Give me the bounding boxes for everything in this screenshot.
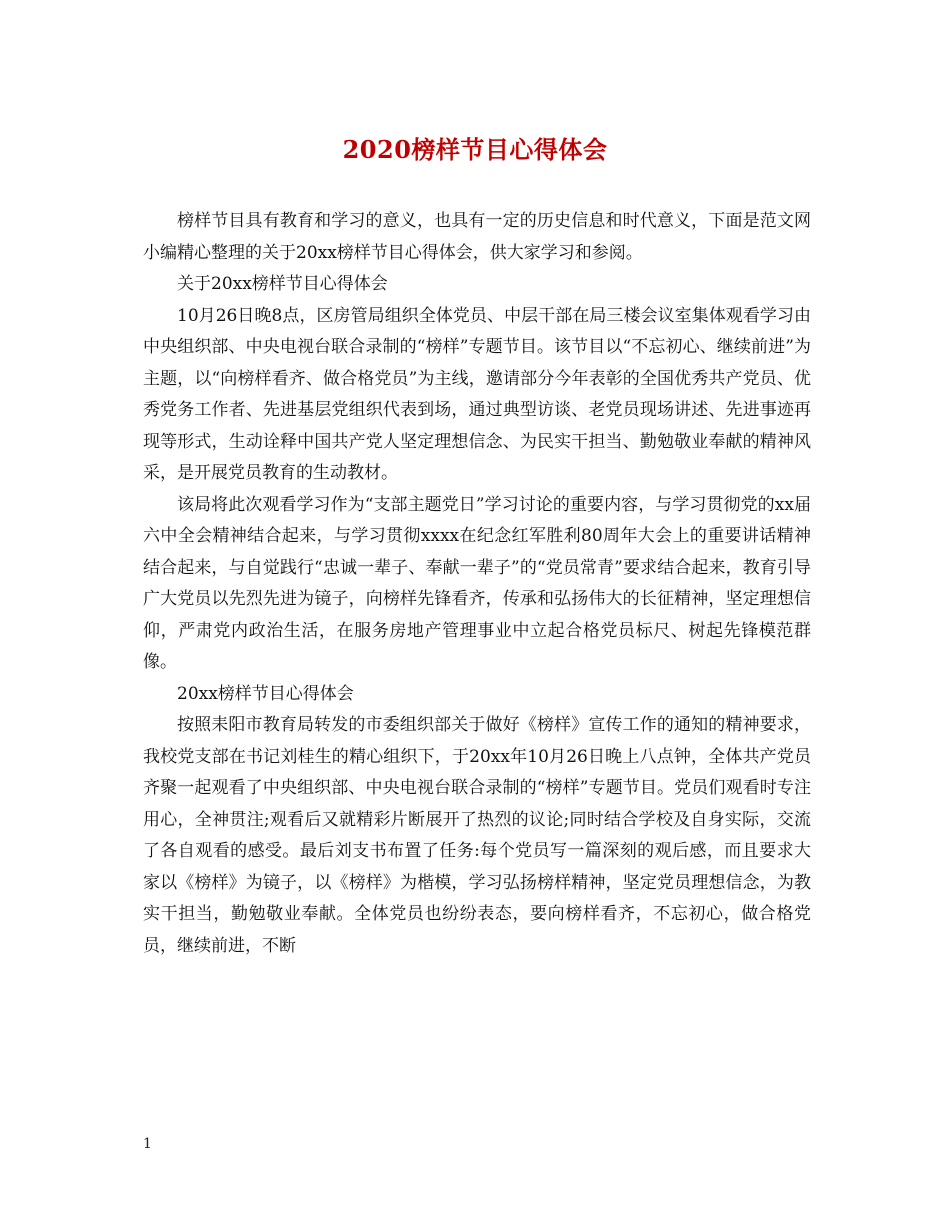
page-number: 1 — [143, 1136, 152, 1152]
section-heading-1: 关于20xx榜样节目心得体会 — [177, 274, 388, 294]
document-body — [143, 206, 811, 962]
paragraph: 10月26日晚8点，区房管局组织全体党员、中层干部在局三楼会议室集体观看学习由中央组织部、中央电视台联合录制的“榜样”专题节目。该节目以“不忘初心、继续前进”为主题，以“向榜样看齐、做合格党员”为主线，邀请部分今年表彰的全国优秀共产党员、优秀党务工作者、先进基层党组织代表到场，通过典型访谈、老党员现场讲述、先进事迹再现等形式，生动诠释中国共产党人坚定理想信念、为民实干担当、勤勉敬业奉献的精神风采，是开展党员教育的生动教材。 — [143, 305, 811, 483]
document-title: 2020榜样节目心得体会 — [342, 135, 608, 164]
paragraph: 按照耒阳市教育局转发的市委组织部关于做好《榜样》宣传工作的通知的精神要求，我校党支部在书记刘桂生的精心组织下，于20xx年10月26日晚上八点钟，全体共产党员齐聚一起观看了中央组织部、中央电视台联合录制的“榜样”专题节目。党员们观看时专注用心，全神贯注;观看后又就精彩片断展开了热烈的议论;同时结合学校及自身实际，交流了各自观看的感受。最后刘支书布置了任务:每个党员写一篇深刻的观后感，而且要求大家以《榜样》为镜子，以《榜样》为楷模，学习弘扬榜样精神，坚定党员理想信念，为教实干担当，勤勉敬业奉献。全体党员也纷纷表态，要向榜样看齐，不忘初心，做合格党员，继续前进，不断 — [143, 715, 811, 956]
paragraph: 该局将此次观看学习作为“支部主题党日”学习讨论的重要内容，与学习贯彻党的xx届六中全会精神结合起来，与学习贯彻xxxx在纪念红军胜利80周年大会上的重要讲话精神结合起来，与自觉践行“忠诚一辈子、奉献一辈子”的“党员常青”要求结合起来，教育引导广大党员以先烈先进为镜子，向榜样先锋看齐，传承和弘扬伟大的长征精神，坚定理想信仰，严肃党内政治生活，在服务房地产管理事业中立起合格党员标尺、树起先锋模范群像。 — [143, 494, 811, 672]
paragraph-intro: 榜样节目具有教育和学习的意义，也具有一定的历史信息和时代意义，下面是范文网小编精心整理的关于20xx榜样节目心得体会，供大家学习和参阅。 — [143, 211, 811, 263]
section-heading-2: 20xx榜样节目心得体会 — [177, 683, 354, 704]
